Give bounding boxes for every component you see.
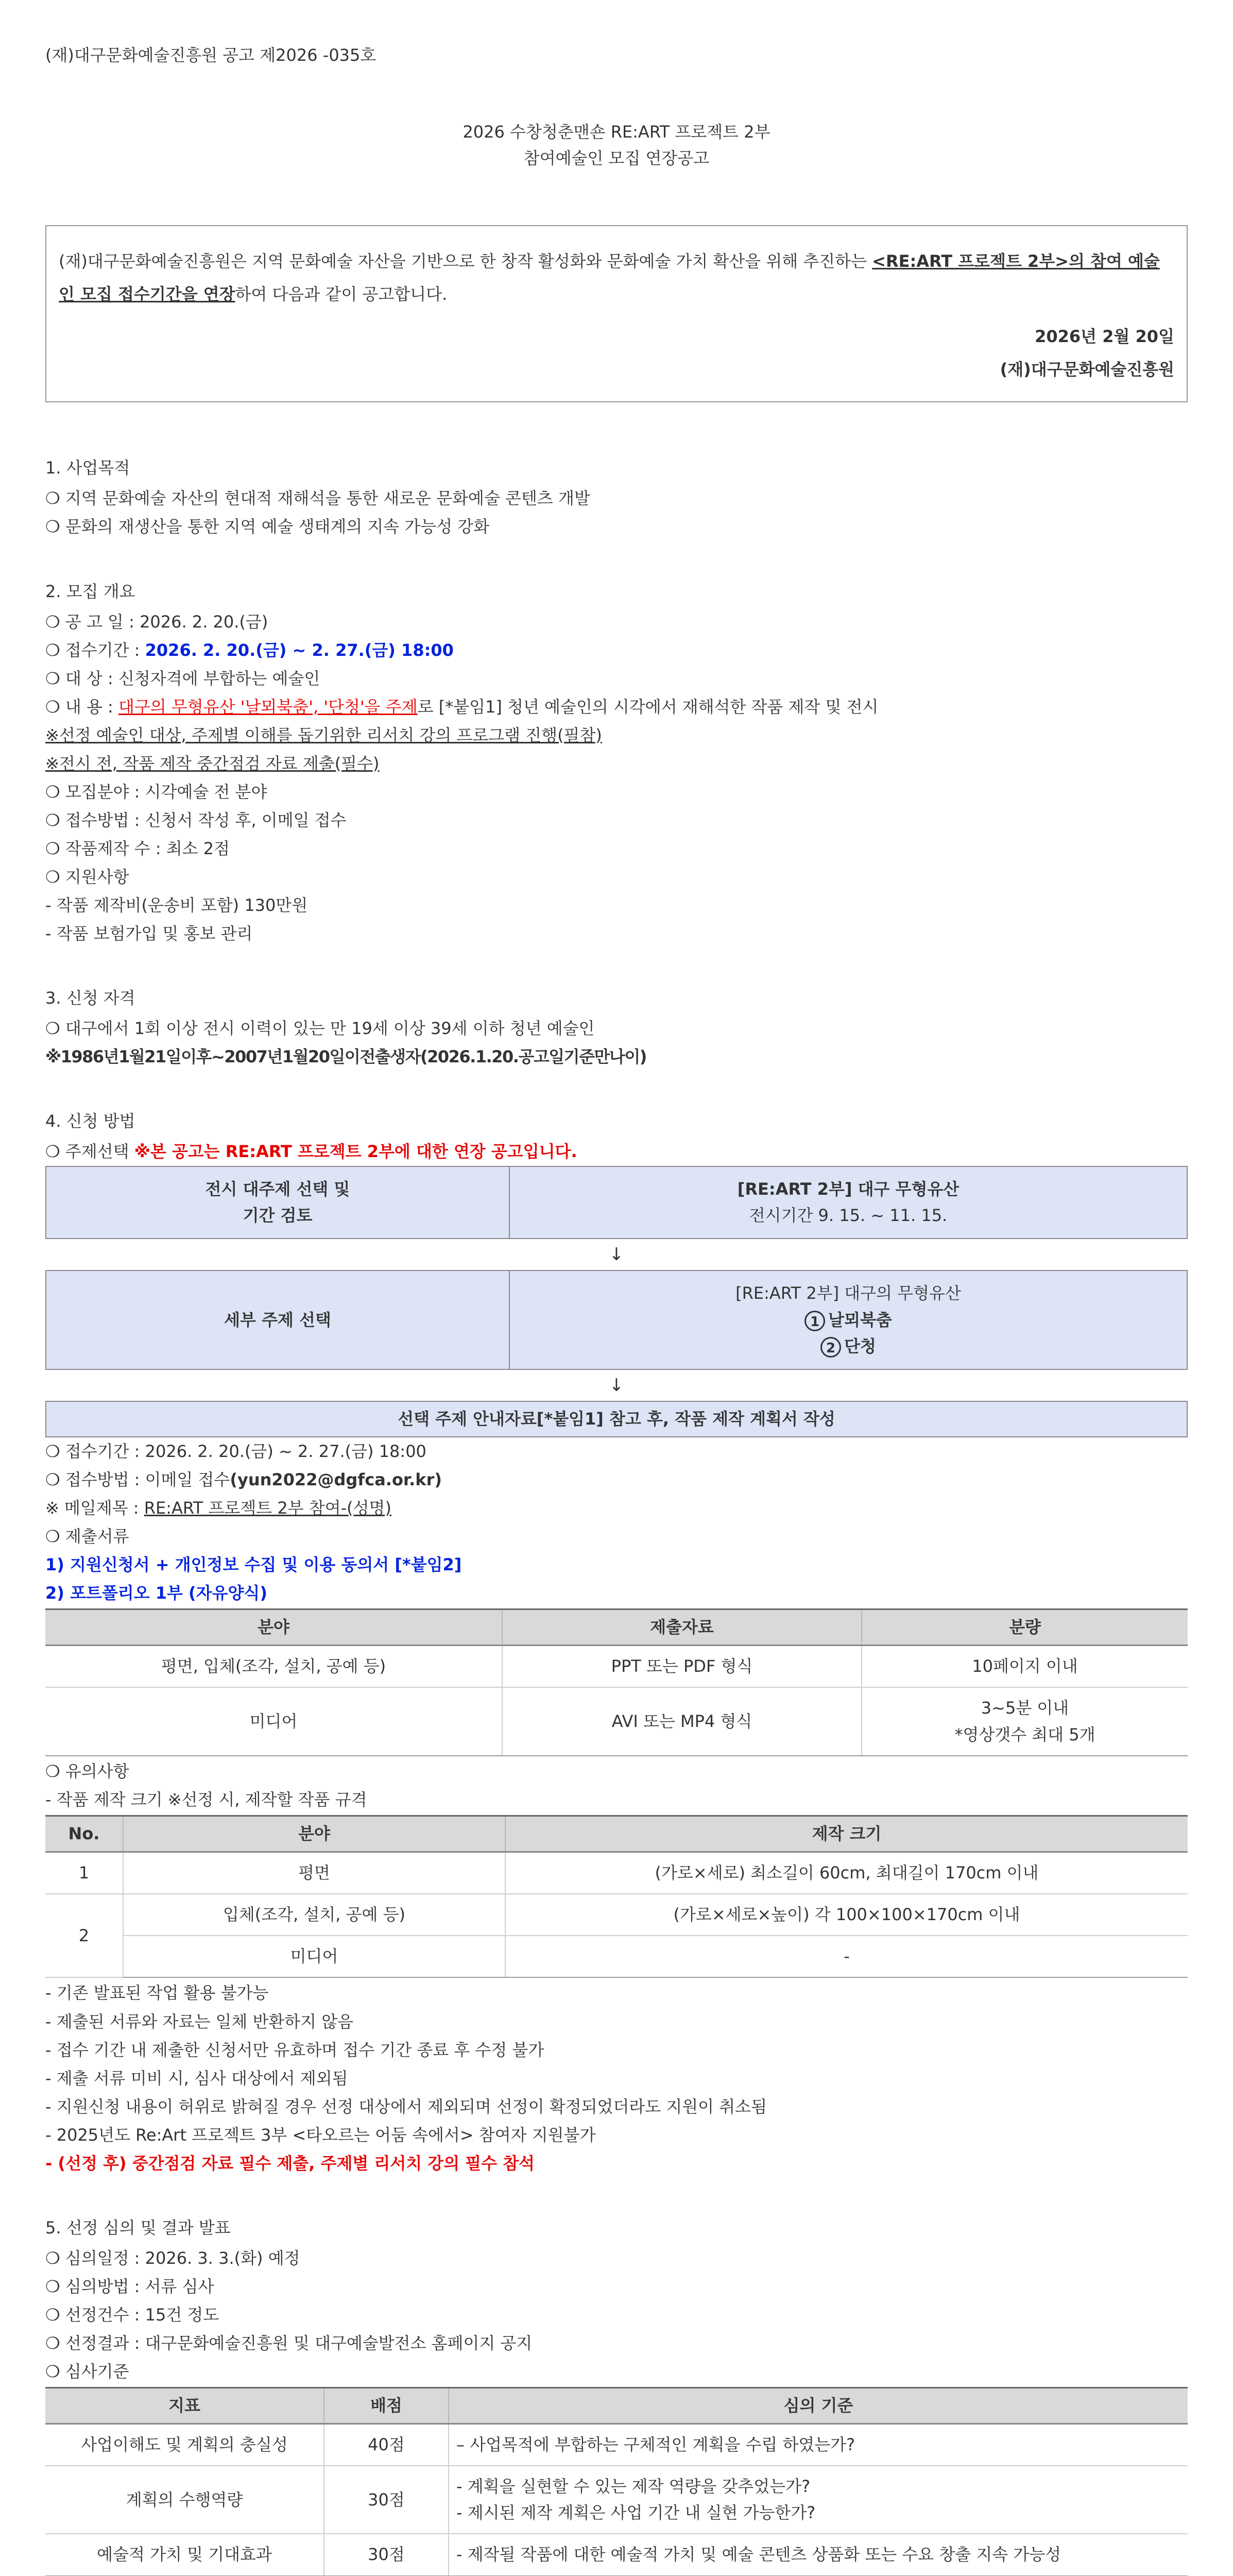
section-application bbox=[45, 1107, 1188, 2178]
table-row: 1 평면 (가로×세로) 최소길이 60cm, 최대길이 170cm 이내 bbox=[45, 1852, 1188, 1894]
criteria-heading: ❍ 심사기준 bbox=[45, 2361, 129, 2381]
table-row: 예술적 가치 및 기대효과 30점 - 제작될 작품에 대한 예술적 가치 및 예술 콘텐츠 상품화 또는 수요 창출 지속 가능성 bbox=[45, 2534, 1188, 2575]
section-selection bbox=[45, 2214, 1188, 2576]
portfolio-table: 분야 제출자료 분량 평면, 입체(조각, 설치, 공예 등) PPT 또는 PDF 형식 10페이지 이내 미디어 AVI 또는 MP4 형식 3~5분 이내 *영상갯수 최대 5개 bbox=[45, 1608, 1188, 1756]
application-period: ❍ 접수기간 : 2026. 2. 20.(금) ~ 2. 27.(금) 18:00 bbox=[45, 1442, 426, 1462]
section-purpose bbox=[45, 454, 1188, 541]
section-title: 4. 신청 방법 bbox=[45, 1111, 135, 1131]
table-row: 2 입체(조각, 설치, 공예 등) (가로×세로×높이) 각 100×100×170cm 이내 bbox=[45, 1894, 1188, 1936]
document-1: 1) 지원신청서 + 개인정보 수집 및 이용 동의서 [*붙임2] bbox=[45, 1555, 462, 1575]
flow-step-1-content: [RE:ART 2부] 대구 무형유산 전시기간 9. 15. ~ 11. 15. bbox=[509, 1166, 1187, 1239]
eligibility-note: ※1986년1월21일이후~2007년1월20일이전출생자(2026.1.20.공고일기준만나이) bbox=[45, 1046, 646, 1066]
flow-step-1-label: 전시 대주제 선택 및 기간 검토 bbox=[46, 1166, 509, 1239]
intro-emphasis: <RE:ART 프로젝트 2부>의 참여 예술인 모집 접수기간을 연장 bbox=[59, 251, 1160, 304]
intro-date: 2026년 2월 20일 bbox=[1035, 327, 1174, 347]
notice-number: (재)대구문화예술진흥원 공고 제2026 -035호 bbox=[45, 45, 376, 65]
flow-step-2 bbox=[45, 1270, 1188, 1370]
flow-step-2-content: [RE:ART 2부] 대구의 무형유산 1 날뫼북춤 2 단청 bbox=[509, 1270, 1187, 1369]
review-schedule: ❍ 심의일정 : 2026. 3. 3.(화) 예정 bbox=[45, 2248, 300, 2268]
list-item: - 지원신청 내용이 허위로 밝혀질 경우 선정 대상에서 제외되며 선정이 확정되었더라도 지원이 취소됨 bbox=[45, 2096, 767, 2116]
content: ❍ 내 용 : 대구의 무형유산 '날뫼북춤', '단청'을 주제로 [*붙임1] 청년 예술인의 시각에서 재해석한 작품 제작 및 전시 bbox=[45, 697, 879, 717]
review-method: ❍ 심의방법 : 서류 심사 bbox=[45, 2276, 214, 2296]
section-title: 2. 모집 개요 bbox=[45, 581, 135, 601]
selection-count: ❍ 선정건수 : 15건 정도 bbox=[45, 2304, 219, 2325]
intro-org: (재)대구문화예술진흥원 bbox=[1000, 360, 1174, 380]
list-item: ❍ 문화의 재생산을 통한 지역 예술 생태계의 지속 가능성 강화 bbox=[45, 517, 490, 537]
table-row: 평면, 입체(조각, 설치, 공예 등) PPT 또는 PDF 형식 10페이지 이내 bbox=[45, 1646, 1188, 1688]
caution-required: - (선정 후) 중간점검 자료 필수 제출, 주제별 리서치 강의 필수 참석 bbox=[45, 2153, 535, 2173]
list-item: - 2025년도 Re:Art 프로젝트 3부 <타오르는 어둠 속에서> 참여자 지원불가 bbox=[45, 2125, 596, 2145]
list-item: - 기존 발표된 작업 활용 불가능 bbox=[45, 1983, 269, 2003]
section-title: 5. 선정 심의 및 결과 발표 bbox=[45, 2217, 231, 2238]
mail-subject: ※ 메일제목 : RE:ART 프로젝트 2부 참여-(성명) bbox=[45, 1498, 391, 1518]
method: ❍ 접수방법 : 신청서 작성 후, 이메일 접수 bbox=[45, 810, 347, 830]
circled-number-icon: 2 bbox=[820, 1337, 841, 1358]
list-item: - 접수 기간 내 제출한 신청서만 유효하며 접수 기간 종료 후 수정 불가 bbox=[45, 2040, 544, 2060]
table-row: 미디어 - bbox=[45, 1936, 1188, 1977]
arrow-down-icon: ↓ bbox=[609, 1375, 624, 1396]
section-overview bbox=[45, 578, 1188, 948]
size-table: No. 분야 제작 크기 1 평면 (가로×세로) 최소길이 60cm, 최대길이 170cm 이내 2 입체(조각, 설치, 공예 등) (가로×세로×높이) 각 100×100×170cm 이내 미디어 - bbox=[45, 1815, 1188, 1978]
list-item: ❍ 지역 문화예술 자산의 현대적 재해석을 통한 새로운 문화예술 콘텐츠 개발 bbox=[45, 488, 590, 509]
intro-text: (재)대구문화예술진흥원은 지역 문화예술 자산을 기반으로 한 창작 활성화와 문화예술 가치 확산을 위해 추진하는 <RE:ART 프로젝트 2부>의 참여 예술인 모집 접수기간을 연장하여 다음과 같이 공고합니다. bbox=[59, 251, 1160, 304]
section-title: 3. 신청 자격 bbox=[45, 988, 135, 1008]
criteria-table: 지표 배점 심의 기준 사업이해도 및 계획의 충실성 40점 – 사업목적에 부합하는 구체적인 계획을 수립 하였는가? 계획의 수행역량 30점 - 계획을 실현할 수 있는 제작 역량을 갖추었는가? - 제시된 제작 계획은 사업 기간 내 실현 가능한가? 예술적 가치 및 기대효과 30점 - 제작될 작품에 대한 예술적 가치 및 예술 콘텐츠 상품화 또는 수요 창출 지속 가능성 bbox=[45, 2387, 1188, 2576]
document-2: 2) 포트폴리오 1부 (자유양식) bbox=[45, 1583, 267, 1603]
list-item: - 제출 서류 미비 시, 심사 대상에서 제외됨 bbox=[45, 2068, 348, 2088]
title-line-2: 참여예술인 모집 연장공고 bbox=[523, 148, 710, 168]
flow-step-2-label: 세부 주제 선택 bbox=[46, 1270, 509, 1369]
flow-step-3: 선택 주제 안내자료[*붙임1] 참고 후, 작품 제작 계획서 작성 bbox=[45, 1401, 1188, 1437]
eligibility-item: ❍ 대구에서 1회 이상 전시 이력이 있는 만 19세 이상 39세 이하 청년 예술인 bbox=[45, 1018, 595, 1038]
caution-heading: ❍ 유의사항 bbox=[45, 1761, 129, 1781]
document-title bbox=[45, 119, 1188, 172]
table-row: 계획의 수행역량 30점 - 계획을 실현할 수 있는 제작 역량을 갖추었는가? - 제시된 제작 계획은 사업 기간 내 실현 가능한가? bbox=[45, 2466, 1188, 2534]
support-heading: ❍ 지원사항 bbox=[45, 867, 129, 887]
title-line-1: 2026 수창청춘맨숀 RE:ART 프로젝트 2부 bbox=[463, 122, 770, 142]
section-eligibility bbox=[45, 984, 1188, 1071]
flow-step-1 bbox=[45, 1166, 1188, 1239]
announce-date: ❍ 공 고 일 : 2026. 2. 20.(금) bbox=[45, 612, 268, 632]
list-item: - 작품 보험가입 및 홍보 관리 bbox=[45, 923, 253, 943]
intro-box bbox=[45, 225, 1188, 402]
application-period: ❍ 접수기간 : 2026. 2. 20.(금) ~ 2. 27.(금) 18:00 bbox=[45, 640, 454, 660]
target: ❍ 대 상 : 신청자격에 부합하는 예술인 bbox=[45, 668, 320, 688]
list-item: - 작품 제작비(운송비 포함) 130만원 bbox=[45, 895, 308, 915]
section-title: 1. 사업목적 bbox=[45, 458, 130, 478]
note-lecture: ※선정 예술인 대상, 주제별 이해를 돕기위한 리서치 강의 프로그램 진행(필참) bbox=[45, 725, 602, 745]
arrow-down-icon: ↓ bbox=[609, 1244, 624, 1265]
selection-result: ❍ 선정결과 : 대구문화예술진흥원 및 대구예술발전소 홈페이지 공지 bbox=[45, 2333, 533, 2353]
application-method: ❍ 접수방법 : 이메일 접수(yun2022@dgfca.or.kr) bbox=[45, 1470, 442, 1490]
size-note: - 작품 제작 크기 ※선정 시, 제작할 작품 규격 bbox=[45, 1789, 367, 1809]
work-count: ❍ 작품제작 수 : 최소 2점 bbox=[45, 838, 230, 858]
field: ❍ 모집분야 : 시각예술 전 분야 bbox=[45, 782, 267, 802]
list-item: - 제출된 서류와 자료는 일체 반환하지 않음 bbox=[45, 2011, 354, 2031]
table-row: 사업이해도 및 계획의 충실성 40점 – 사업목적에 부합하는 구체적인 계획을 수립 하였는가? bbox=[45, 2424, 1188, 2466]
theme-select: ❍ 주제선택 ※본 공고는 RE:ART 프로젝트 2부에 대한 연장 공고입니다. bbox=[45, 1142, 577, 1162]
documents-heading: ❍ 제출서류 bbox=[45, 1527, 129, 1547]
circled-number-icon: 1 bbox=[804, 1311, 825, 1331]
email-address: (yun2022@dgfca.or.kr) bbox=[230, 1470, 442, 1490]
note-midcheck: ※전시 전, 작품 제작 중간점검 자료 제출(필수) bbox=[45, 753, 380, 773]
table-row: 미디어 AVI 또는 MP4 형식 3~5분 이내 *영상갯수 최대 5개 bbox=[45, 1687, 1188, 1755]
